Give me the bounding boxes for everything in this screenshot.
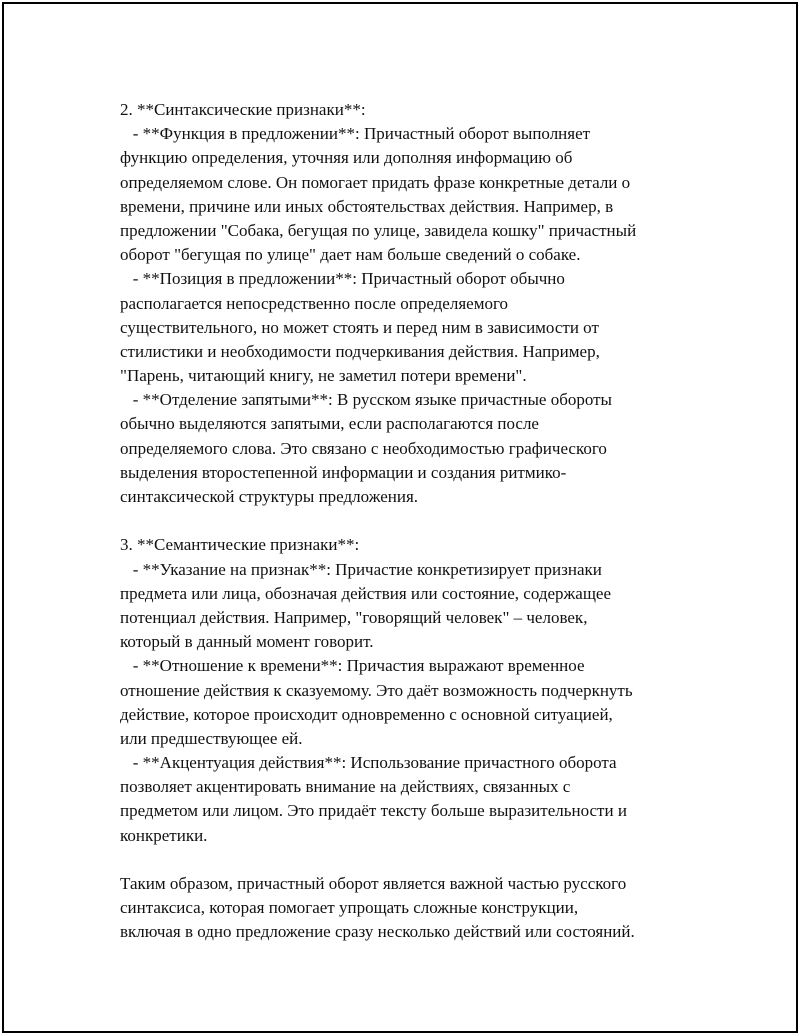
section-3-line: - **Отношение к времени**: Причастия выражают временное (120, 656, 585, 676)
paragraph-spacer (120, 509, 700, 533)
section-2-line: "Парень, читающий книгу, не заметил потери времени". (120, 366, 527, 386)
page-frame (2, 2, 798, 1033)
section-3-line: - **Указание на признак**: Причастие конкретизирует признаки (120, 559, 602, 579)
section-2-line: выделения второстепенной информации и создания ритмико- (120, 462, 567, 482)
conclusion-line: Таким образом, причастный оборот является важной частью русского (120, 874, 627, 893)
section-2-line: - **Функция в предложении**: Причастный оборот выполняет (120, 124, 591, 144)
section-2-line: существительного, но может стоять и перед ним в зависимости от (120, 317, 599, 337)
section-2-line: синтаксической структуры предложения. (120, 487, 419, 506)
section-2-line: предложении "Собака, бегущая по улице, завидела кошку" причастный (120, 220, 637, 240)
section-2-line: обычно выделяются запятыми, если располагаются после (120, 414, 539, 434)
conclusion-line: включая в одно предложение сразу несколько действий или состояний. (120, 922, 635, 942)
document-body (120, 98, 700, 945)
section-2-line: определяемом слове. Он помогает придать фразе конкретные детали о (120, 172, 631, 192)
section-2-line: времени, причине или иных обстоятельствах действия. Например, в (120, 196, 614, 216)
section-2-heading: 2. **Синтаксические признаки**: (120, 100, 366, 119)
section-2-line: располагается непосредственно после определяемого (120, 293, 508, 313)
section-3-line: предмета или лица, обозначая действия или состояние, содержащее (120, 583, 612, 603)
section-2-line: стилистики и необходимости подчеркивания действия. Например, (120, 341, 600, 361)
conclusion-line: синтаксиса, которая помогает упрощать сложные конструкции, (120, 898, 579, 918)
paragraph-spacer (120, 848, 700, 872)
section-3-line: предметом или лицом. Это придаёт тексту больше выразительности и (120, 801, 627, 821)
section-2-line: определяемого слова. Это связано с необходимостью графического (120, 438, 607, 458)
section-3-line: отношение действия к сказуемому. Это даёт возможность подчеркнуть (120, 680, 633, 700)
section-2-line: функцию определения, уточняя или дополняя информацию об (120, 148, 573, 168)
section-2-line: - **Отделение запятыми**: В русском языке причастные обороты (120, 390, 612, 410)
section-3-line: потенциал действия. Например, "говорящий человек" – человек, (120, 607, 588, 627)
section-3-heading: 3. **Семантические признаки**: (120, 535, 360, 555)
section-3-line: позволяет акцентировать внимание на действиях, связанных с (120, 777, 571, 797)
section-3-line: или предшествующее ей. (120, 728, 303, 748)
section-2-line: оборот "бегущая по улице" дает нам больше сведений о собаке. (120, 245, 581, 265)
section-3-line: конкретики. (120, 825, 208, 845)
section-3-line: - **Акцентуация действия**: Использование причастного оборота (120, 753, 617, 773)
section-3-line: действие, которое происходит одновременно с основной ситуацией, (120, 704, 613, 724)
section-2-line: - **Позиция в предложении**: Причастный оборот обычно (120, 269, 565, 289)
section-3-line: который в данный момент говорит. (120, 632, 374, 652)
